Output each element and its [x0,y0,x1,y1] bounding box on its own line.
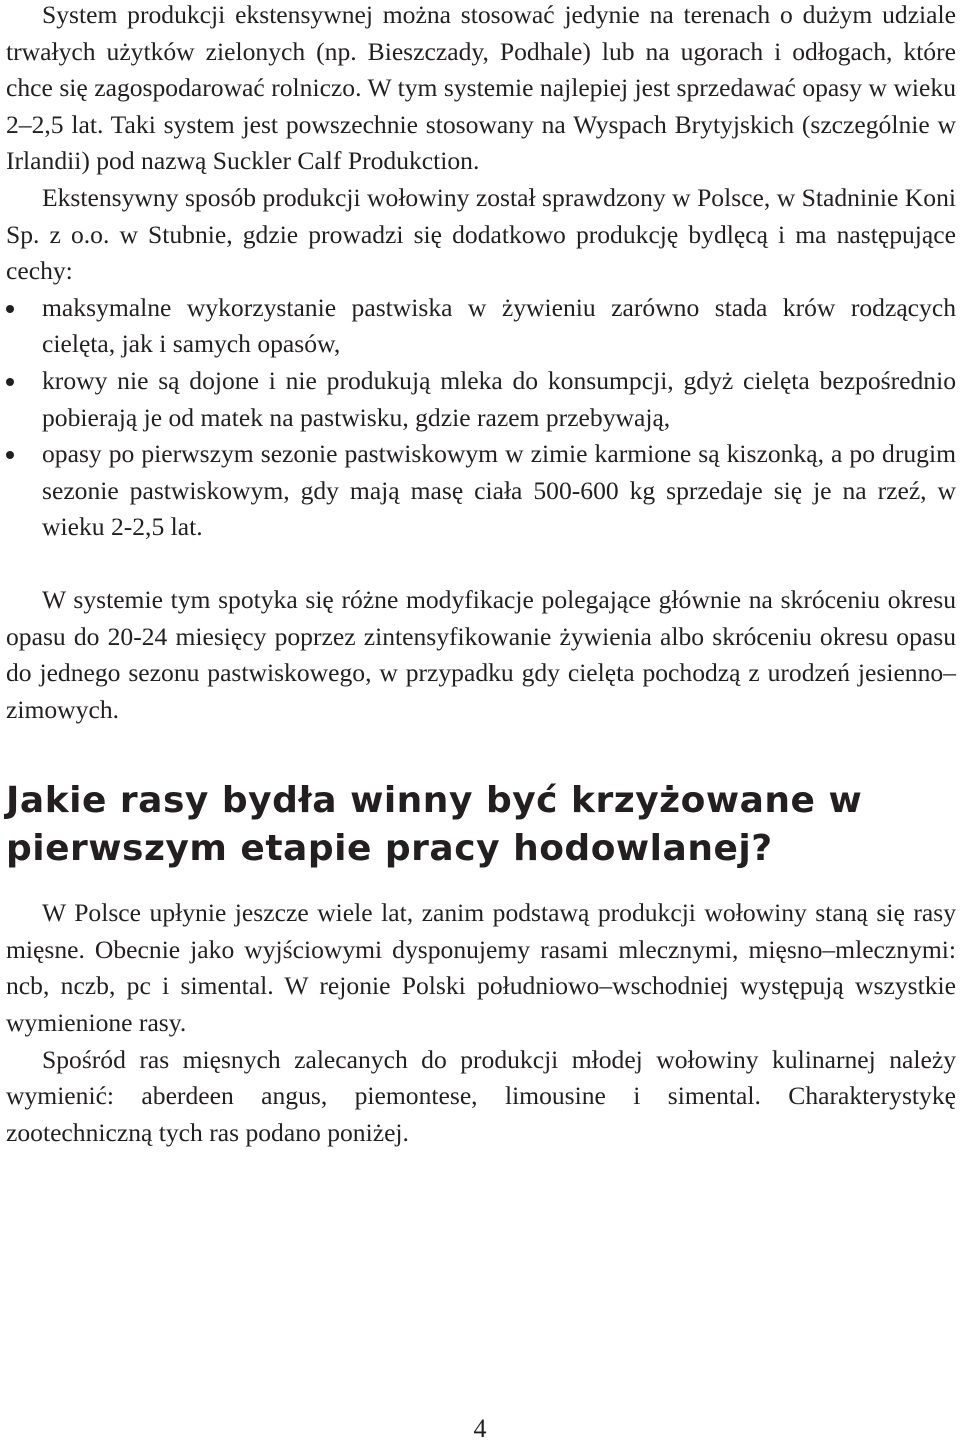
bullet-icon [6,451,14,459]
bullet-icon [6,378,14,386]
list-item-text: maksymalne wykorzystanie pastwiska w żywieniu zarówno stada krów rodzących cielęta, jak i samych opasów, [42,292,956,359]
bullet-icon [6,305,14,313]
paragraph-extensive-system: System produkcji ekstensywnej można stosować jedynie na terenach o dużym udziale trwałych użytków zielonych (np. Bieszczady, Podhale) lub na ugorach i odłogach, które chce się zagospodarować rolniczo. W tym systemie najlepiej jest sprzedawać opasy w wieku 2–2,5 lat. Taki system jest powszechnie stosowany na Wyspach Brytyjskich (szczególnie w Irlandii) pod nazwą Suckler Calf Produkction. [6,0,956,176]
features-list [6,290,956,546]
paragraph-meat-breeds: Spośród ras mięsnych zalecanych do produkcji młodej wołowiny kulinarnej należy wymienić: aberdeen angus, piemontese, limousine i simental. Charakterystykę zootechniczną tych ras podano poniżej. [6,1044,956,1147]
paragraph-modifications: W systemie tym spotyka się różne modyfikacje polegające głównie na skróceniu okresu opasu do 20-24 miesięcy poprzez zintensyfikowanie żywienia albo skróceniu okresu opasu do jednego sezonu pastwiskowego, w przypadku gdy cielęta pochodzą z urodzeń jesienno–zimowych. [6,584,956,724]
document-page [6,0,956,1151]
list-item [6,436,956,546]
page-number: 4 [473,1414,487,1443]
section-heading: Jakie rasy bydła winny być krzyżowane w pierwszym etapie pracy hodowlanej? [6,780,863,870]
list-item [6,363,956,436]
paragraph-breeds-poland: W Polsce upłynie jeszcze wiele lat, zanim podstawą produkcji wołowiny staną się rasy mięsne. Obecnie jako wyjściowymi dysponujemy rasami mlecznymi, mięsno–mlecznymi: ncb, nczb, pc i simental. W rejonie Polski południowo–wschodniej występują wszystkie wymienione rasy. [6,898,956,1038]
paragraph-stubno-stud: Ekstensywny sposób produkcji wołowiny został sprawdzony w Polsce, w Stadninie Koni Sp. z o.o. w Stubnie, gdzie prowadzi się dodatkowo produkcję bydlęcą i ma następujące cechy: [6,182,956,286]
list-item [6,290,956,363]
list-item-text: opasy po pierwszym sezonie pastwiskowym w zimie karmione są kiszonką, a po drugim sezonie pastwiskowym, gdy mają masę ciała 500-600 kg sprzedaje się je na rzeź, w wieku 2-2,5 lat. [42,439,956,542]
list-item-text: krowy nie są dojone i nie produkują mleka do konsumpcji, gdyż cielęta bezpośrednio pobierają je od matek na pastwisku, gdzie razem przebywają, [42,365,956,432]
